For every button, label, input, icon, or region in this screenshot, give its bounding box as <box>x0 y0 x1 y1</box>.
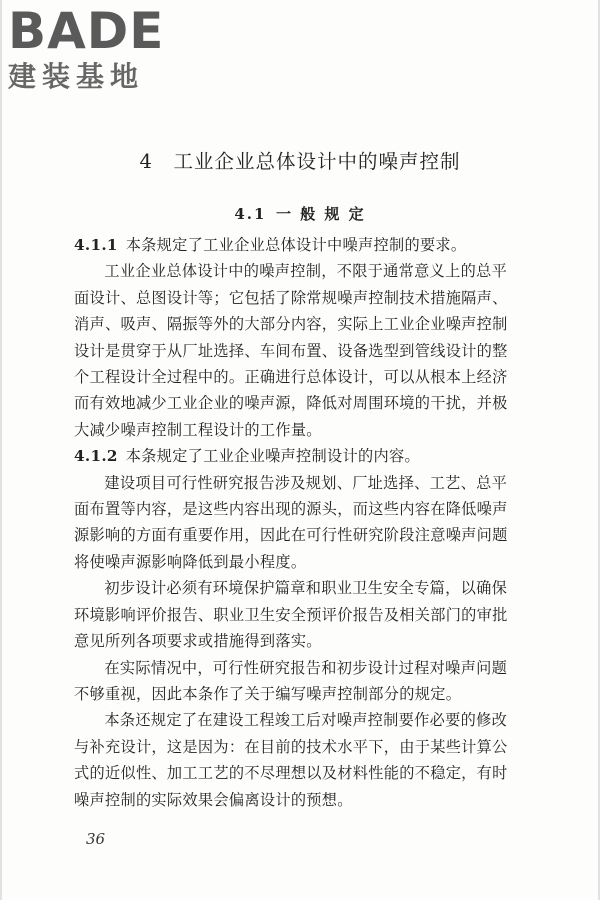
paragraph-line: 将使噪声源影响降低到最小程度。 <box>74 552 307 571</box>
logo-subtitle: 建装基地 <box>8 60 145 93</box>
paragraph-line: 个工程设计全过程中的。正确进行总体设计，可以从根本上经济 <box>74 368 508 387</box>
chapter-number: 4 <box>139 150 153 173</box>
paragraph-line: 初步设计必须有环境保护篇章和职业卫生安全专篇，以确保 <box>104 579 508 598</box>
clause-heading <box>74 232 520 258</box>
bade-logo <box>8 4 178 96</box>
paragraph-line: 本条还规定了在建设工程竣工后对噪声控制要作必要的修改 <box>104 711 508 730</box>
paragraph-line: 消声、吸声、隔振等外的大部分内容，实际上工业企业噪声控制 <box>74 315 508 334</box>
paragraph-line: 设计是贯穿于从厂址选择、车间布置、设备选型到管线设计的整 <box>74 341 508 360</box>
paragraph-line: 噪声控制的实际效果会偏离设计的预想。 <box>74 790 353 809</box>
chapter-title <box>0 146 600 174</box>
paragraph-line: 环境影响评价报告、职业卫生安全预评价报告及相关部门的审批 <box>74 605 508 624</box>
section-title-text: 一 般 规 定 <box>275 205 366 223</box>
paragraph-line: 式的近似性、加工工艺的不尽理想以及材料性能的不稳定，有时 <box>74 764 508 783</box>
left-page-edge <box>0 0 2 900</box>
paragraph-line: 不够重视，因此本条作了关于编写噪声控制部分的规定。 <box>74 684 462 703</box>
body-text <box>74 232 520 813</box>
chapter-title-text: 工业企业总体设计中的噪声控制 <box>173 150 461 173</box>
paragraph-line: 大减少噪声控制工程设计的工作量。 <box>74 420 322 439</box>
clause-heading <box>74 443 520 469</box>
page-number: 36 <box>86 830 106 848</box>
clause-number: 4.1.2 <box>74 447 118 466</box>
paragraph-line: 建设项目可行性研究报告涉及规划、厂址选择、工艺、总平 <box>104 473 508 492</box>
section-number: 4.1 <box>234 205 267 223</box>
paragraph-line: 源影响的方面有重要作用，因此在可行性研究阶段注意噪声问题 <box>74 526 508 545</box>
paragraph-line: 意见所列各项要求或措施得到落实。 <box>74 632 322 651</box>
paragraph-line: 而有效地减少工业企业的噪声源，降低对周围环境的干扰，并极 <box>74 394 508 413</box>
section-title <box>0 203 600 224</box>
paragraph-line: 工业企业总体设计中的噪声控制，不限于通常意义上的总平 <box>104 262 508 281</box>
paragraph-line: 在实际情况中，可行性研究报告和初步设计过程对噪声问题 <box>104 658 508 677</box>
paragraph-line: 与补充设计，这是因为：在目前的技术水平下，由于某些计算公 <box>74 737 508 756</box>
clause-lead: 本条规定了工业企业总体设计中噪声控制的要求。 <box>125 236 467 254</box>
clause-number: 4.1.1 <box>74 236 118 254</box>
paragraph-line: 面设计、总图设计等；它包括了除常规噪声控制技术措施隔声、 <box>74 288 508 307</box>
paragraph-line: 面布置等内容，是这些内容出现的源头，而这些内容在降低噪声 <box>74 500 508 519</box>
logo-wordmark: BADE <box>8 2 165 60</box>
clause-lead: 本条规定了工业企业噪声控制设计的内容。 <box>125 447 420 466</box>
